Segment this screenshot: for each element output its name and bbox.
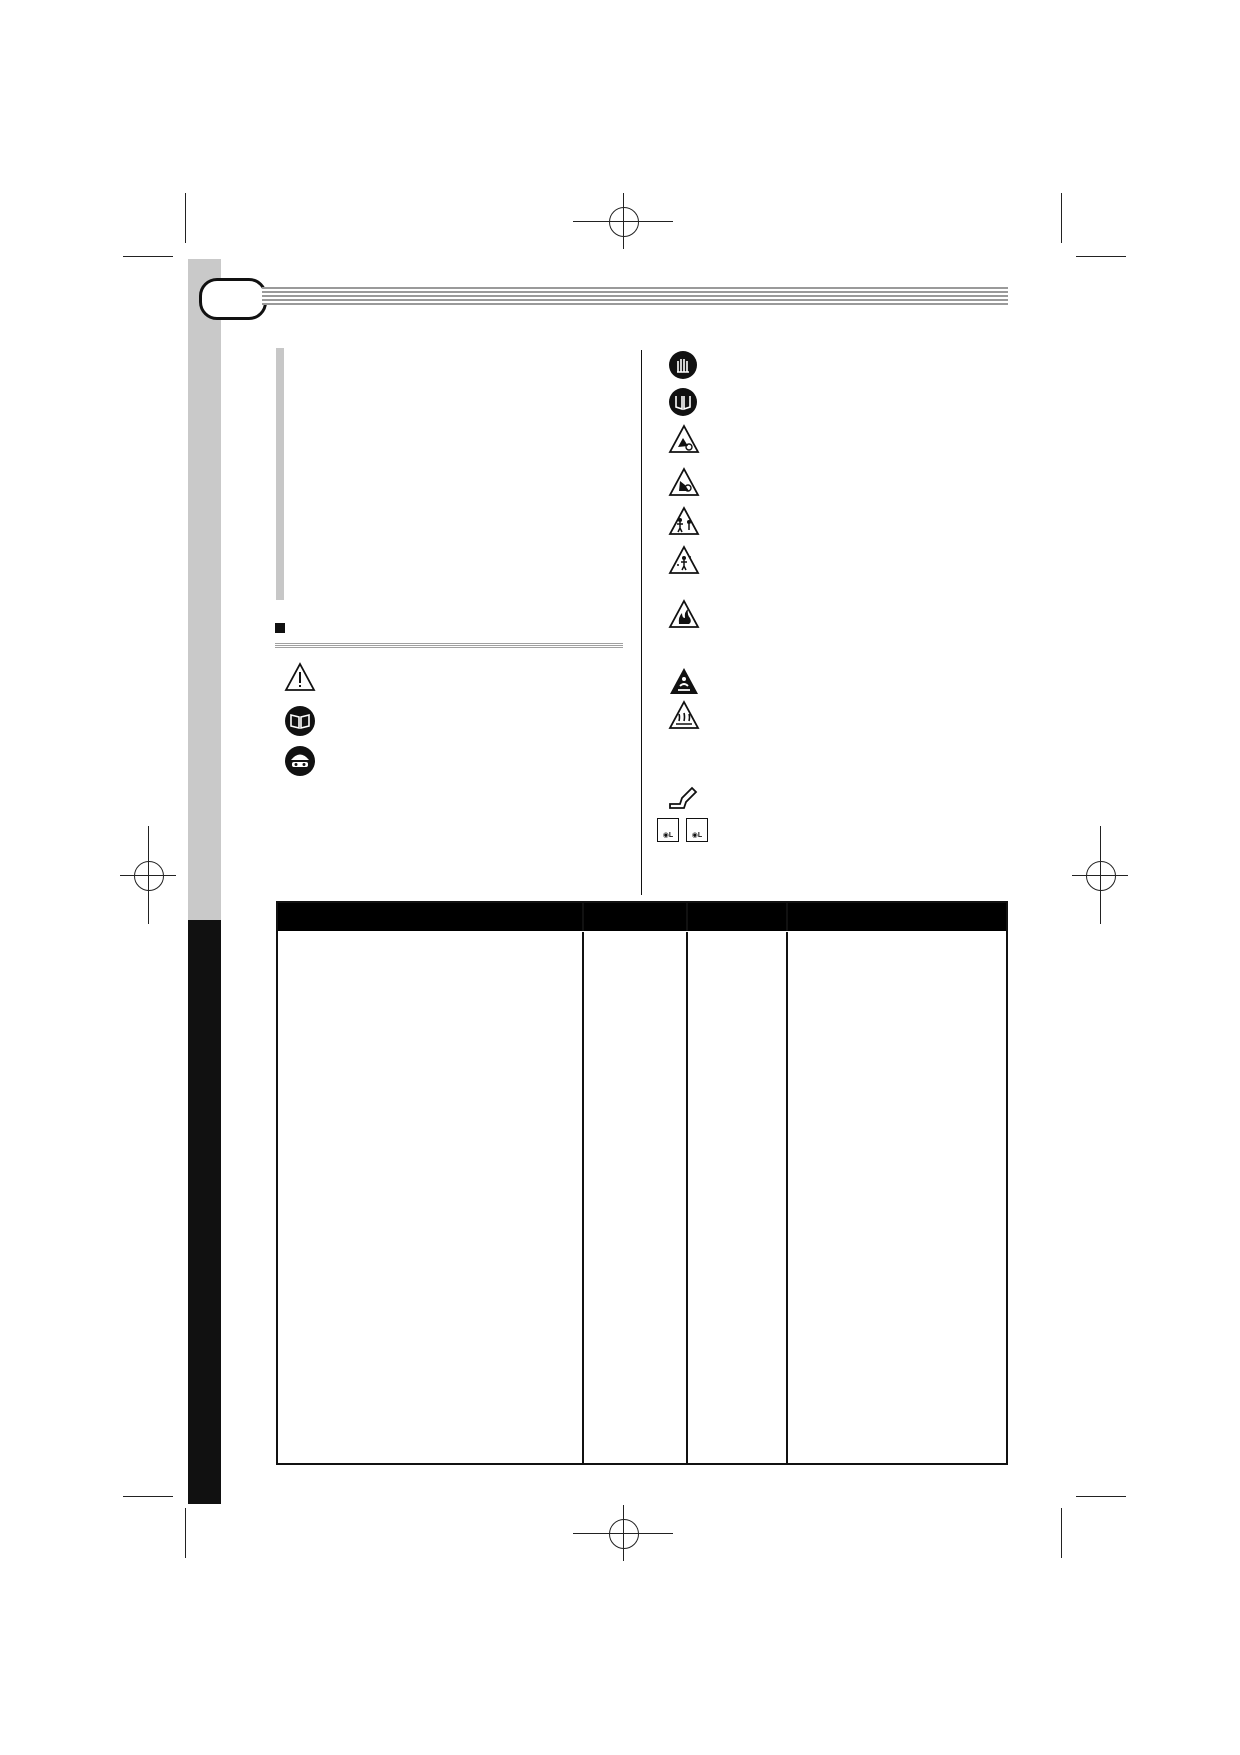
header-stripes — [262, 287, 1008, 305]
table-header — [278, 903, 1006, 931]
head-eye-ear-protection-icon — [284, 745, 316, 777]
column-rule — [686, 903, 688, 1463]
hot-surface-icon — [668, 700, 700, 730]
language-badge — [199, 278, 267, 320]
specification-table — [276, 901, 1008, 1465]
flying-objects-icon — [668, 545, 700, 575]
sound-power-badge: ◉L — [686, 818, 708, 842]
bystander-distance-icon — [668, 506, 700, 536]
hand-hazard-icon — [668, 424, 700, 454]
symbol-explanation-heading — [275, 619, 299, 641]
sound-power-icon — [657, 818, 708, 842]
max-speed-icon — [668, 782, 700, 810]
column-rule — [786, 903, 788, 1463]
foot-hazard-icon — [668, 467, 700, 497]
fire-hazard-icon — [668, 599, 700, 629]
heading-underline — [275, 643, 623, 648]
column-rule — [582, 903, 584, 1463]
exhaust-fumes-icon — [668, 666, 700, 696]
column-divider — [641, 350, 642, 895]
sidebar-title-block — [188, 920, 221, 1504]
read-manual-icon — [284, 705, 316, 737]
safety-footwear-icon — [668, 387, 698, 417]
warning-triangle-icon — [284, 662, 316, 692]
sound-power-badge: ◉L — [657, 818, 679, 842]
gloves-icon — [668, 350, 698, 380]
figure-list-bar — [276, 348, 284, 600]
